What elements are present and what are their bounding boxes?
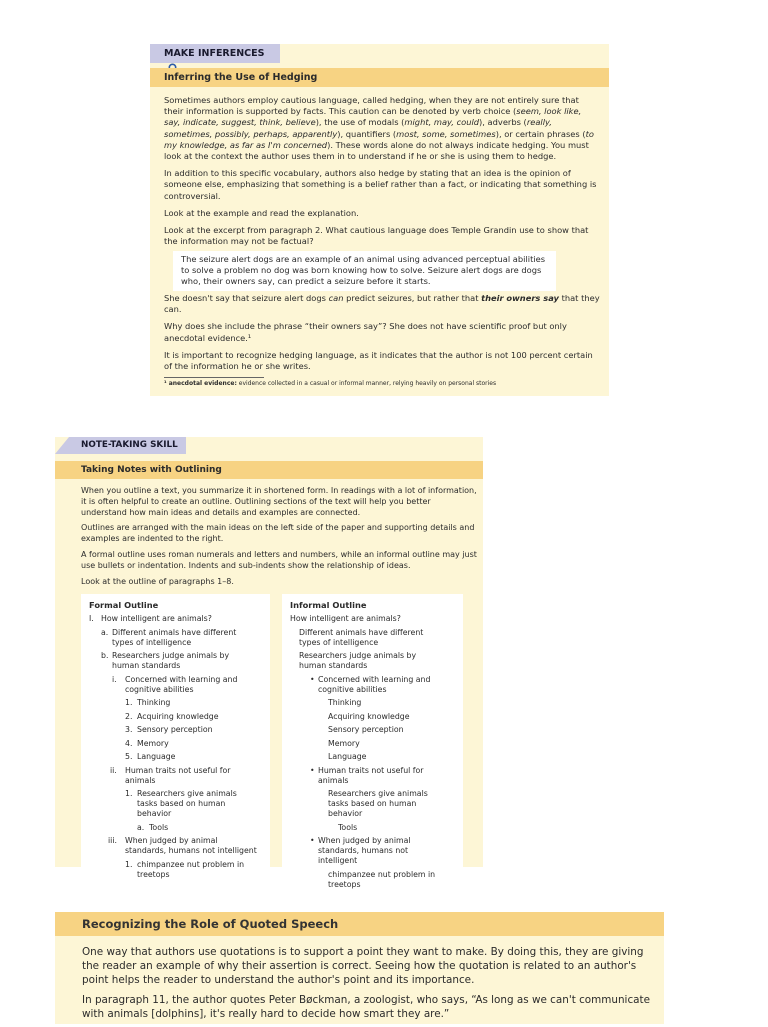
outline-marker: 1. — [125, 859, 133, 869]
hedging-explanation — [164, 293, 600, 378]
formal-outline-item — [81, 698, 270, 708]
outline-marker: 1. — [125, 698, 133, 707]
quoted-speech-body — [82, 945, 657, 1027]
informal-outline-item — [282, 870, 463, 890]
excerpt-text: The seizure alert dogs are an example of an animal using advanced perceptual abilities to solve a problem no dog was born knowing how to solve. Seizure alert dogs are dogs who, their owners say, can predict a seizure before it starts. — [181, 254, 546, 287]
outline-text: Researchers give animals tasks based on human behavior — [328, 789, 428, 818]
hedging-paragraph-7: It is important to recognize hedging language, as it indicates that the author is not 100 percent certain of the information he or she writes. — [164, 349, 593, 372]
hedging-paragraph-4: Look at the excerpt from paragraph 2. What cautious language does Temple Grandin use to show that the information may not be factual? — [164, 225, 589, 247]
outline-marker: • — [310, 765, 315, 775]
informal-outline-item — [282, 725, 463, 735]
informal-outline-item — [282, 789, 463, 819]
formal-outline-item — [81, 651, 270, 671]
formal-outline-item — [81, 789, 270, 819]
informal-outline-item — [282, 739, 463, 749]
formal-outline-item — [81, 628, 270, 648]
outline-text: Different animals have different types of intelligence — [112, 627, 237, 647]
formal-outline-card — [81, 594, 270, 879]
outline-text: chimpanzee nut problem in treetops — [137, 859, 245, 879]
outline-text: Human traits not useful for animals — [318, 765, 424, 785]
informal-outline-list — [282, 614, 463, 890]
outline-marker: ii. — [110, 765, 117, 775]
outline-text: Memory — [137, 738, 169, 748]
outline-text: Thinking — [137, 698, 171, 707]
informal-outline-item — [282, 628, 463, 648]
footnote-divider — [164, 377, 264, 378]
informal-outline-item — [282, 823, 463, 833]
quoted-paragraph-1: One way that authors use quotations is to support a point they want to make. By doing this, they are giving the reader an example of why their assertion is correct. Seeing how the quotation is related to an author's point helps the reader to understand the author's point and its importance. — [82, 946, 644, 986]
outline-marker: 4. — [125, 738, 133, 748]
formal-outline-item — [81, 614, 270, 624]
outline-text: Researchers give animals tasks based on human behavior — [137, 789, 237, 818]
formal-outline-item — [81, 712, 270, 722]
outline-marker: I. — [89, 614, 94, 623]
informal-outline-item — [282, 614, 463, 624]
informal-outline-item — [282, 752, 463, 762]
informal-outline-heading: Informal Outline — [290, 600, 367, 610]
outline-marker: iii. — [108, 836, 117, 845]
note-paragraph-2: Outlines are arranged with the main ideas on the left side of the paper and supporting details and examples are indented to the right. — [81, 523, 475, 544]
formal-outline-item — [81, 739, 270, 749]
outline-marker: 3. — [125, 725, 133, 734]
outline-text: Tools — [149, 822, 169, 832]
outline-text: Tools — [338, 822, 358, 832]
outline-marker: a. — [101, 627, 109, 637]
outline-marker: a. — [137, 822, 145, 832]
make-inferences-label — [150, 44, 280, 63]
outline-text: How intelligent are animals? — [290, 614, 401, 623]
outline-text: Researchers judge animals by human standards — [299, 651, 417, 670]
formal-outline-item — [81, 766, 270, 786]
outline-text: When judged by animal standards, humans not intelligent — [318, 836, 411, 865]
informal-outline-item — [282, 651, 463, 671]
outline-text: Thinking — [328, 698, 362, 707]
make-inferences-text: MAKE INFERENCES — [164, 48, 265, 59]
outline-marker: 2. — [125, 711, 133, 721]
outline-marker: • — [310, 836, 315, 845]
formal-outline-heading: Formal Outline — [89, 600, 159, 610]
outline-marker: 5. — [125, 752, 133, 761]
label-notch — [55, 437, 69, 454]
formal-outline-list — [81, 614, 270, 880]
formal-outline-item — [81, 860, 270, 880]
outline-text: Acquiring knowledge — [328, 711, 410, 721]
formal-outline-item — [81, 725, 270, 735]
outline-text: Sensory perception — [137, 725, 213, 734]
outline-text: Researchers judge animals by human standards — [112, 651, 230, 670]
informal-outline-item — [282, 712, 463, 722]
hedging-paragraph-6: Why does she include the phrase “their owners say”? She does not have scientific proof but only anecdotal evidence.¹ — [164, 321, 567, 343]
quoted-paragraph-2: In paragraph 11, the author quotes Peter Bøckman, a zoologist, who says, “As long as we can't communicate with animals [dolphins], it's really hard to decide how smart they are.” — [82, 994, 650, 1020]
outline-text: Concerned with learning and cognitive abilities — [318, 674, 431, 694]
outline-text: How intelligent are animals? — [101, 614, 212, 623]
hedging-paragraph-5: She doesn't say that seizure alert dogs can predict seizures, but rather that their owners say that they can. — [164, 293, 600, 315]
outline-text: Language — [328, 752, 367, 761]
hedging-excerpt — [173, 251, 556, 291]
note-taking-label: NOTE-TAKING SKILL — [55, 437, 186, 454]
outline-marker: i. — [112, 674, 117, 684]
outline-text: Acquiring knowledge — [137, 711, 219, 721]
outline-text: Memory — [328, 738, 360, 748]
outline-marker: 1. — [125, 789, 133, 798]
formal-outline-item — [81, 675, 270, 695]
outline-marker: b. — [101, 651, 109, 660]
hedging-paragraph-2: In addition to this specific vocabulary, authors also hedge by stating that an idea is the opinion of someone else, emphasizing that something is a belief rather than a fact, or indicating that something is controversial. — [164, 168, 597, 201]
informal-outline-item — [282, 698, 463, 708]
outline-text: Concerned with learning and cognitive abilities — [125, 674, 238, 694]
informal-outline-item — [282, 836, 463, 866]
formal-outline-item — [81, 752, 270, 762]
outline-text: Language — [137, 752, 176, 761]
formal-outline-item — [81, 836, 270, 856]
quoted-speech-title: Recognizing the Role of Quoted Speech — [55, 912, 664, 936]
hedging-paragraph-3: Look at the example and read the explanation. — [164, 207, 359, 218]
note-paragraph-1: When you outline a text, you summarize it in shortened form. In readings with a lot of information, it is often helpful to create an outline. Outlining sections of the text will help you better understand how main ideas and details and examples are connected. — [81, 486, 477, 517]
footnote: ¹ anecdotal evidence: evidence collected in a casual or informal manner, relying heavily on personal stories — [164, 380, 497, 387]
outline-text: chimpanzee nut problem in treetops — [328, 869, 436, 889]
hedging-body — [164, 95, 600, 253]
outline-text: Different animals have different types of intelligence — [299, 627, 424, 647]
outline-text: Sensory perception — [328, 725, 404, 734]
note-paragraph-4: Look at the outline of paragraphs 1–8. — [81, 576, 234, 586]
note-paragraph-3: A formal outline uses roman numerals and letters and numbers, while an informal outline may just use bullets or indentation. Indents and sub-indents show the relationship of ideas. — [81, 549, 477, 570]
outline-text: When judged by animal standards, humans not intelligent — [125, 836, 257, 855]
hedging-title: Inferring the Use of Hedging — [150, 68, 609, 87]
informal-outline-card — [282, 594, 463, 889]
informal-outline-item — [282, 766, 463, 786]
note-taking-title: Taking Notes with Outlining — [55, 461, 483, 479]
outline-marker: • — [310, 674, 315, 684]
hedging-paragraph-1: Sometimes authors employ cautious language, called hedging, when they are not entirely sure that their information is supported by facts. This caution can be denoted by verb choice (seem, look like, say, indicate, suggest, think, believe), the use of modals (might, may, could), adverbs (really, sometimes, possibly, perhaps, apparently), quantifiers (most, some, sometimes), or certain phrases (to my knowledge, as far as I'm concerned). These words alone do not always indicate hedging. You must look at the context the author uses them in to understand if he or she is using them to hedge. — [164, 95, 594, 162]
formal-outline-item — [81, 823, 270, 833]
informal-outline-item — [282, 675, 463, 695]
note-taking-body — [81, 486, 477, 592]
outline-text: Human traits not useful for animals — [125, 765, 231, 785]
